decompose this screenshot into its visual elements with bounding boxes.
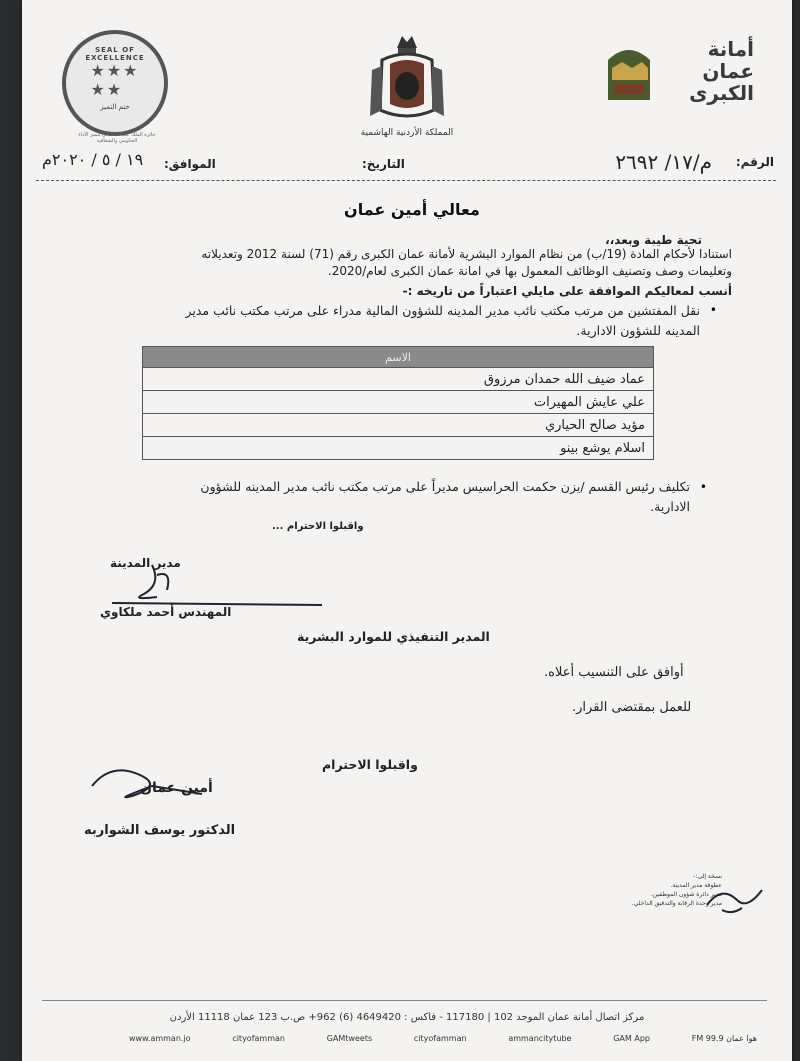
footer-divider: [42, 1000, 767, 1001]
letter-paper: [22, 0, 792, 1061]
footer-contact: مركز اتصال أمانة عمان الموحد 102 | 117180 - فاكس : 4649420 (6) 962+ ص.ب 123 عمان 11118 الأردن: [169, 1012, 645, 1023]
radio-link[interactable]: هوا عمان 99.9 FM: [691, 1034, 757, 1043]
letter-title: معالي أمين عمان: [344, 200, 480, 219]
bullet1-line1: نقل المفتشين من مرتب مكتب نائب مدير المدينه للشؤون المالية مدراء على مرتب مكتب نائب مدير: [185, 303, 700, 318]
logo-line3: الكبرى: [689, 81, 754, 105]
bullet2-line1: تكليف رئيس القسم /يزن حكمت الحراسيس مديراً على مرتب مكتب نائب مدير المدينه للشؤون: [200, 479, 690, 494]
cc-line: مدير دائرة شؤون الموظفين.: [650, 891, 722, 898]
seal-text: SEAL OF EXCELLENCE: [85, 46, 145, 62]
stars-icon: ★★★ ★★: [90, 61, 140, 99]
facebook-link[interactable]: cityofamman: [232, 1034, 285, 1043]
bullet-dot-icon: •: [709, 303, 717, 317]
closing-2: واقبلوا الاحترام: [322, 757, 418, 772]
seal-caption: جائزة الملك عبدالله الثاني لتميز الأداء الحكومي والشفافية: [78, 132, 156, 144]
cc-title: نسخة إلى:-: [693, 873, 722, 880]
name-cell: مؤيد صالح الحياري: [143, 414, 654, 437]
para1-line2: وتعليمات وصف وتصنيف الوظائف المعمول بها في امانة عمان الكبرى لعام/2020.: [327, 264, 732, 278]
city-manager-title: مدير المدينة: [110, 556, 181, 570]
names-table: [142, 346, 654, 460]
header-divider: [36, 180, 776, 181]
cc-initials-signature: [702, 880, 772, 920]
logo-line1: أمانة: [707, 37, 754, 61]
date-label: التاريخ:: [362, 157, 405, 171]
bullet-dot-icon: •: [699, 480, 707, 494]
footer-links: [117, 1034, 757, 1043]
name-cell: علي عايش المهيرات: [143, 391, 654, 414]
table-row: [143, 414, 654, 437]
hijri-label: الموافق:: [164, 157, 216, 171]
table-row: [143, 437, 654, 460]
city-manager-name: المهندس أحمد ملكاوي: [100, 605, 232, 619]
name-cell: عماد ضيف الله حمدان مرزوق: [143, 368, 654, 391]
app-link[interactable]: GAM App: [613, 1034, 650, 1043]
seal-subtitle: ختم التميز: [100, 103, 130, 111]
para2: أنسب لمعاليكم الموافقة على مايلي اعتباراً من تاريخه :-: [402, 284, 732, 298]
mayor-name: الدكتور يوسف الشواربه: [84, 823, 236, 838]
hijri-value: ١٩ / ٥ / ٢٠٢٠م: [42, 150, 144, 169]
twitter-link[interactable]: GAMtweets: [326, 1034, 373, 1043]
ref-label: الرقم:: [735, 155, 774, 169]
website-link[interactable]: www.amman.jo: [129, 1034, 191, 1043]
gam-mark-icon: [604, 40, 654, 110]
kingdom-caption: المملكة الأردنية الهاشمية: [360, 128, 454, 138]
ref-value: م/١٧/ ٢٦٩٢: [615, 150, 712, 174]
hr-director: المدير التنفيذي للموارد البشرية: [297, 629, 490, 644]
cc-line: عطوفة مدير المدينة.: [670, 882, 722, 889]
approve-line1: أوافق على التنسيب أعلاه.: [544, 665, 684, 680]
closing-1: واقبلوا الاحترام ...: [272, 521, 364, 532]
bullet1-line2: المدينه للشؤون الادارية.: [576, 323, 700, 338]
greeting: تحية طيبة وبعد،،: [605, 233, 702, 247]
royal-crest: [362, 30, 452, 140]
gam-logo: [604, 34, 754, 114]
instagram-link[interactable]: cityofamman: [413, 1034, 467, 1043]
mayor-title: أمين عمان: [140, 780, 213, 796]
name-cell: اسلام يوشع بينو: [143, 437, 654, 460]
cc-line: مدير وحدة الرقابة والتدقيق الداخلي.: [631, 900, 722, 907]
crown-crest-icon: [362, 30, 452, 126]
table-row: [143, 368, 654, 391]
seal-of-excellence-logo: [62, 30, 168, 136]
youtube-link[interactable]: ammancitytube: [508, 1034, 572, 1043]
bullet2-line2: الادارية.: [650, 499, 690, 514]
para1-line1: استنادا لأحكام المادة (19/ب) من نظام الموارد البشرية لأمانة عمان الكبرى رقم (71) لسنة 2012 وتعديلاته: [201, 247, 732, 261]
name-column-header: الاسم: [143, 347, 654, 368]
approve-line2: للعمل بمقتضى القرار.: [572, 700, 692, 715]
table-row: [143, 391, 654, 414]
table-header-row: [143, 347, 654, 368]
logo-line2: عمان: [702, 59, 754, 83]
